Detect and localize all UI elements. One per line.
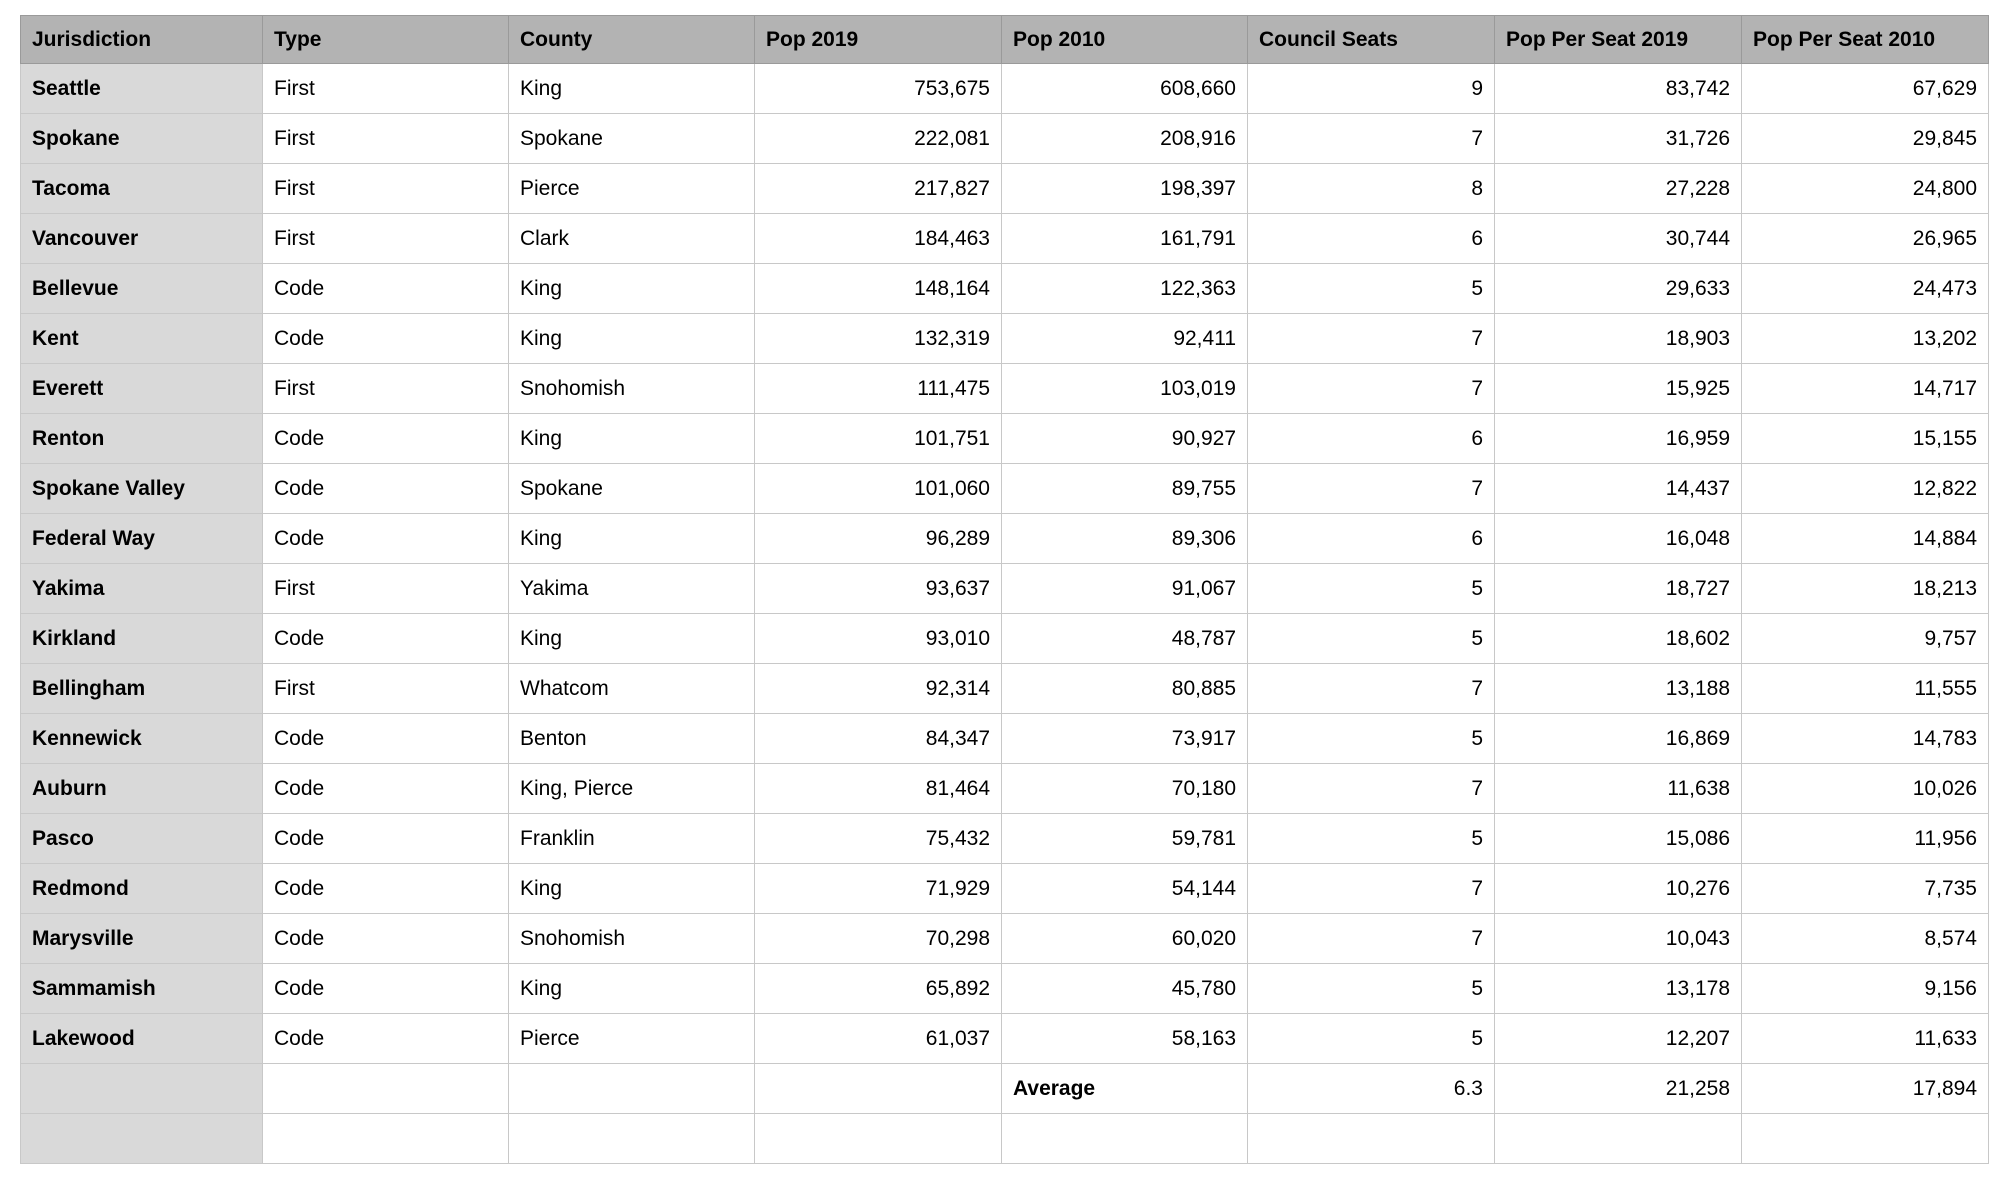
cell-type: Code [263,614,509,664]
cell-pop-per-seat-2019: 12,207 [1495,1014,1742,1064]
cell-pop-2019: 84,347 [755,714,1002,764]
cell-pop-per-seat-2019: 15,086 [1495,814,1742,864]
jurisdiction-cell: Auburn [21,764,263,814]
cell-pop-per-seat-2019: 21,258 [1495,1064,1742,1114]
table-row [21,564,1989,614]
jurisdiction-cell: Marysville [21,914,263,964]
cell-pop-per-seat-2019: 31,726 [1495,114,1742,164]
cell-pop-per-seat-2010: 10,026 [1742,764,1989,814]
jurisdiction-cell: Kirkland [21,614,263,664]
cell-county: Clark [509,214,755,264]
cell-pop-per-seat-2010: 67,629 [1742,64,1989,114]
cell-pop-2019: 217,827 [755,164,1002,214]
cell-council-seats: 7 [1248,864,1495,914]
table-row [21,964,1989,1014]
jurisdiction-cell: Bellevue [21,264,263,314]
cell-pop-per-seat-2019: 18,727 [1495,564,1742,614]
cell-pop-2010: 70,180 [1002,764,1248,814]
cell-county: King [509,314,755,364]
cell-pop-2019: 184,463 [755,214,1002,264]
cell-type: First [263,214,509,264]
cell-pop-per-seat-2019 [1495,1114,1742,1164]
table-row [21,64,1989,114]
cell-council-seats: 6.3 [1248,1064,1495,1114]
cell-type [263,1114,509,1164]
cell-pop-per-seat-2010: 24,800 [1742,164,1989,214]
cell-pop-2010 [1002,1114,1248,1164]
jurisdiction-cell: Spokane [21,114,263,164]
cell-pop-per-seat-2010: 12,822 [1742,464,1989,514]
cell-pop-2010: 45,780 [1002,964,1248,1014]
cell-county: King [509,964,755,1014]
cell-type: Code [263,764,509,814]
cell-pop-2019: 132,319 [755,314,1002,364]
average-label: Average [1002,1064,1248,1114]
cell-pop-per-seat-2010: 14,884 [1742,514,1989,564]
cell-pop-2019: 148,164 [755,264,1002,314]
column-header-county: County [509,16,755,64]
jurisdiction-cell: Kent [21,314,263,364]
cell-county: Spokane [509,464,755,514]
cell-pop-2010: 80,885 [1002,664,1248,714]
jurisdiction-cell: Spokane Valley [21,464,263,514]
cell-pop-2019: 96,289 [755,514,1002,564]
cell-pop-2019: 70,298 [755,914,1002,964]
cell-pop-per-seat-2010: 14,783 [1742,714,1989,764]
cell-council-seats: 5 [1248,564,1495,614]
cell-council-seats: 5 [1248,614,1495,664]
cell-pop-2010: 198,397 [1002,164,1248,214]
cell-pop-per-seat-2019: 14,437 [1495,464,1742,514]
table-row [21,614,1989,664]
cell-type: First [263,164,509,214]
cell-county: King, Pierce [509,764,755,814]
table-row [21,814,1989,864]
jurisdictions-table [20,15,1989,1164]
column-header-type: Type [263,16,509,64]
cell-county: King [509,264,755,314]
cell-pop-per-seat-2019: 83,742 [1495,64,1742,114]
jurisdiction-cell: Seattle [21,64,263,114]
cell-county: Pierce [509,1014,755,1064]
cell-council-seats: 5 [1248,964,1495,1014]
jurisdiction-cell: Pasco [21,814,263,864]
cell-council-seats: 7 [1248,114,1495,164]
column-header-pop-per-seat-2019: Pop Per Seat 2019 [1495,16,1742,64]
cell-council-seats: 5 [1248,264,1495,314]
cell-type: Code [263,314,509,364]
cell-type: Code [263,414,509,464]
table-row [21,914,1989,964]
cell-pop-2019: 92,314 [755,664,1002,714]
cell-type: First [263,114,509,164]
cell-pop-2010: 48,787 [1002,614,1248,664]
cell-pop-per-seat-2010: 9,757 [1742,614,1989,664]
cell-pop-per-seat-2019: 10,043 [1495,914,1742,964]
cell-pop-per-seat-2010: 24,473 [1742,264,1989,314]
cell-type: Code [263,514,509,564]
cell-pop-per-seat-2019: 16,048 [1495,514,1742,564]
cell-county: Whatcom [509,664,755,714]
jurisdiction-cell: Kennewick [21,714,263,764]
cell-county: Spokane [509,114,755,164]
cell-county: King [509,864,755,914]
jurisdiction-cell: Redmond [21,864,263,914]
cell-council-seats: 7 [1248,464,1495,514]
cell-county: Snohomish [509,364,755,414]
cell-county: King [509,614,755,664]
cell-type: Code [263,864,509,914]
cell-pop-2010: 103,019 [1002,364,1248,414]
table-row [21,164,1989,214]
cell-council-seats: 6 [1248,414,1495,464]
cell-pop-2019: 93,637 [755,564,1002,614]
cell-county: King [509,414,755,464]
column-header-pop-per-seat-2010: Pop Per Seat 2010 [1742,16,1989,64]
table-row [21,464,1989,514]
cell-pop-per-seat-2010: 29,845 [1742,114,1989,164]
cell-council-seats: 9 [1248,64,1495,114]
table-row [21,714,1989,764]
cell-type: Code [263,964,509,1014]
cell-pop-2010: 59,781 [1002,814,1248,864]
cell-pop-2019: 75,432 [755,814,1002,864]
cell-pop-2019: 111,475 [755,364,1002,414]
table-row [21,514,1989,564]
cell-council-seats: 7 [1248,914,1495,964]
cell-pop-2010: 122,363 [1002,264,1248,314]
cell-county: Yakima [509,564,755,614]
jurisdiction-cell: Tacoma [21,164,263,214]
cell-county: King [509,514,755,564]
cell-pop-per-seat-2010: 14,717 [1742,364,1989,414]
cell-county: Benton [509,714,755,764]
average-row [21,1064,1989,1114]
cell-pop-2019: 101,060 [755,464,1002,514]
jurisdiction-cell: Lakewood [21,1014,263,1064]
table-row [21,114,1989,164]
table-row [21,764,1989,814]
cell-pop-2019: 222,081 [755,114,1002,164]
cell-pop-2010: 58,163 [1002,1014,1248,1064]
cell-pop-per-seat-2010: 18,213 [1742,564,1989,614]
cell-council-seats: 7 [1248,764,1495,814]
cell-type: Code [263,914,509,964]
cell-pop-2010: 89,755 [1002,464,1248,514]
cell-council-seats: 5 [1248,714,1495,764]
cell-pop-2010: 54,144 [1002,864,1248,914]
cell-council-seats: 5 [1248,1014,1495,1064]
table-row [21,314,1989,364]
cell-pop-2019: 93,010 [755,614,1002,664]
cell-county: Snohomish [509,914,755,964]
cell-pop-per-seat-2019: 16,869 [1495,714,1742,764]
cell-pop-2010: 608,660 [1002,64,1248,114]
cell-type [263,1064,509,1114]
cell-county: Franklin [509,814,755,864]
column-header-council-seats: Council Seats [1248,16,1495,64]
cell-pop-2010: 60,020 [1002,914,1248,964]
jurisdiction-cell: Vancouver [21,214,263,264]
column-header-jurisdiction: Jurisdiction [21,16,263,64]
cell-pop-2010: 161,791 [1002,214,1248,264]
cell-pop-2019: 65,892 [755,964,1002,1014]
cell-pop-per-seat-2019: 18,903 [1495,314,1742,364]
cell-type: First [263,64,509,114]
cell-council-seats: 7 [1248,314,1495,364]
cell-pop-per-seat-2010: 13,202 [1742,314,1989,364]
cell-type: First [263,364,509,414]
cell-pop-per-seat-2010: 17,894 [1742,1064,1989,1114]
cell-type: Code [263,814,509,864]
cell-pop-2010: 90,927 [1002,414,1248,464]
cell-pop-per-seat-2019: 16,959 [1495,414,1742,464]
jurisdiction-cell: Bellingham [21,664,263,714]
cell-type: Code [263,264,509,314]
column-header-pop-2019: Pop 2019 [755,16,1002,64]
jurisdiction-cell [21,1114,263,1164]
cell-pop-per-seat-2019: 13,178 [1495,964,1742,1014]
cell-pop-per-seat-2010 [1742,1114,1989,1164]
cell-pop-2019 [755,1114,1002,1164]
jurisdiction-cell: Federal Way [21,514,263,564]
cell-pop-per-seat-2010: 11,956 [1742,814,1989,864]
cell-pop-2010: 89,306 [1002,514,1248,564]
cell-council-seats: 7 [1248,364,1495,414]
header-row [21,16,1989,64]
cell-pop-2010: 73,917 [1002,714,1248,764]
cell-council-seats: 6 [1248,214,1495,264]
cell-pop-per-seat-2010: 15,155 [1742,414,1989,464]
jurisdiction-cell: Renton [21,414,263,464]
cell-pop-per-seat-2010: 7,735 [1742,864,1989,914]
table-row [21,414,1989,464]
cell-pop-per-seat-2019: 10,276 [1495,864,1742,914]
cell-county: King [509,64,755,114]
cell-pop-2019: 101,751 [755,414,1002,464]
cell-pop-per-seat-2019: 30,744 [1495,214,1742,264]
jurisdiction-cell: Yakima [21,564,263,614]
jurisdiction-cell [21,1064,263,1114]
cell-pop-per-seat-2010: 11,555 [1742,664,1989,714]
cell-pop-per-seat-2019: 15,925 [1495,364,1742,414]
cell-pop-per-seat-2019: 11,638 [1495,764,1742,814]
table-row [21,664,1989,714]
cell-pop-per-seat-2010: 9,156 [1742,964,1989,1014]
cell-pop-2019: 81,464 [755,764,1002,814]
cell-pop-2010: 91,067 [1002,564,1248,614]
cell-pop-per-seat-2010: 11,633 [1742,1014,1989,1064]
cell-pop-2019: 753,675 [755,64,1002,114]
cell-council-seats [1248,1114,1495,1164]
cell-pop-2019: 71,929 [755,864,1002,914]
cell-council-seats: 8 [1248,164,1495,214]
cell-type: Code [263,714,509,764]
blank-row [21,1114,1989,1164]
cell-pop-per-seat-2010: 8,574 [1742,914,1989,964]
cell-pop-per-seat-2019: 29,633 [1495,264,1742,314]
table-row [21,214,1989,264]
cell-pop-per-seat-2010: 26,965 [1742,214,1989,264]
cell-type: Code [263,464,509,514]
cell-type: First [263,564,509,614]
cell-pop-2019 [755,1064,1002,1114]
cell-council-seats: 5 [1248,814,1495,864]
cell-pop-per-seat-2019: 13,188 [1495,664,1742,714]
table-row [21,1014,1989,1064]
table-row [21,864,1989,914]
cell-type: First [263,664,509,714]
cell-type: Code [263,1014,509,1064]
jurisdiction-cell: Sammamish [21,964,263,1014]
cell-pop-2010: 208,916 [1002,114,1248,164]
table-row [21,364,1989,414]
cell-county [509,1064,755,1114]
table-row [21,264,1989,314]
column-header-pop-2010: Pop 2010 [1002,16,1248,64]
cell-council-seats: 7 [1248,664,1495,714]
jurisdiction-cell: Everett [21,364,263,414]
cell-pop-2019: 61,037 [755,1014,1002,1064]
cell-pop-per-seat-2019: 27,228 [1495,164,1742,214]
cell-pop-2010: 92,411 [1002,314,1248,364]
cell-pop-per-seat-2019: 18,602 [1495,614,1742,664]
cell-council-seats: 6 [1248,514,1495,564]
cell-county: Pierce [509,164,755,214]
cell-county [509,1114,755,1164]
